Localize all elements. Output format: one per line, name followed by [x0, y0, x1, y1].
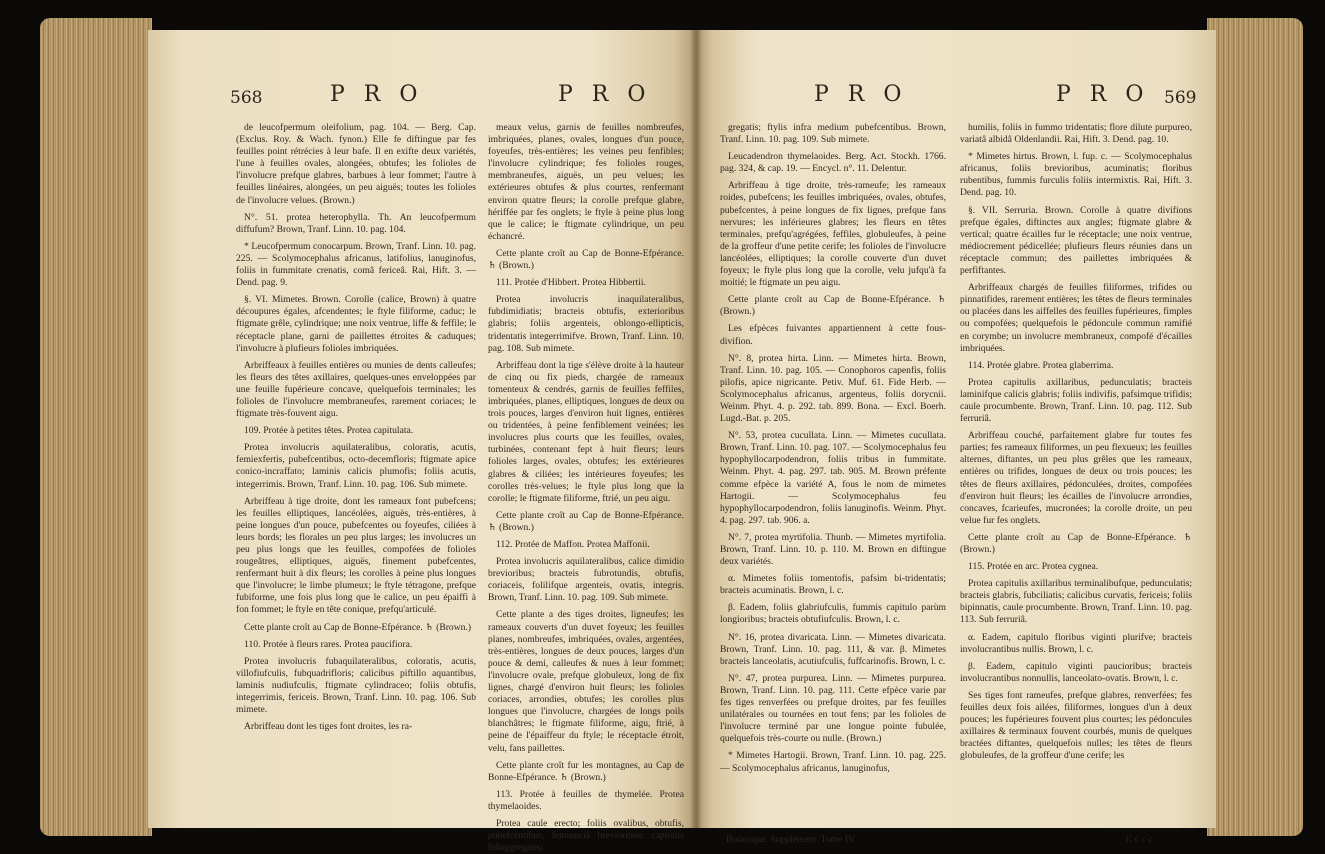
paragraph: §. VI. Mimetes. Brown. Corolle (calice, Brown) à quatre découpures égales, afcendentes; le ftyle filiforme, caduc; le ftigmate grêle, cylindrique; une noix ventrue, liffe & feffile; le réceptacle plane, garni de paillettes étroites & caduques; l'involucre à plufieurs folioles imbriquées.: [236, 294, 476, 354]
left-running-head-1: P R O: [330, 82, 424, 107]
paragraph: Cette plante croît fur les montagnes, au Cap de Bonne-Efpérance. ♄ (Brown.): [488, 759, 684, 783]
paragraph: N°. 53, protea cucullata. Linn. — Mimetes cucullata. Brown, Tranf. Linn. 10. pag. 107. — Scolymocephalus feu hypophyllocarpodendron, foliis tribus in fummitate. Weinm. Phyt. 4. pag. 297. tab. 905. M. Brown préfente comme efpèce la variété A, fous le nom de mimetes Hartogii. — Scolymocephalus feu hypophyllocarpodendron, foliis lanuginofis. Weinm. Phyt. 4. pag. 297. tab. 906. a.: [720, 430, 946, 526]
paragraph: Cette plante a des tiges droites, ligneufes; les rameaux couverts d'un duvet foyeux; les feuilles planes, nombreufes, imbriquées, ovales, argentées, très-entières, longues de deux pouces, larges d'un pouce & demi, calleufes & nues à leur fommet; l'involucre ovale, prefque globuleux, long de fix lignes, chargé d'environ huit fleurs; les folioles coriaces, arrondies, obtufes; les corolles plus longues que l'involucre, chargées de longs poils blanchâtres; le ftigmate filiforme, aigu, ftrié, à peine de l'épaiffeur du ftyle; le réceptacle étroit, velu, fans paillettes.: [488, 609, 684, 754]
paragraph: * Mimetes Hartogii. Brown, Tranf. Linn. 10. pag. 225. — Scolymocephalus africanus, lanuginofus,: [720, 750, 946, 774]
right-running-head-1: P R O: [814, 82, 908, 107]
left-page-number: 568: [230, 88, 263, 108]
paragraph: Arbriffeau dont la tige s'élève droite à la hauteur de cinq ou fix pieds, chargée de rameaux tomenteux & cendrés, garnis de feuilles feffiles, imbriquées, planes, elliptiques, longues de deux ou trois pouces, larges d'environ huit lignes, entières ou tridentées, à peine fenfiblement veinées; les involucres plus courts que les feuilles, ovales, turbinées, contenant fept à huit fleurs; leurs folioles larges, ovales, obtufes; les extérieures glabres & ciliées; les intérieures foyeufes; les corolles très-velues; le ftyle plus long que la corolle; le ftigmate filiforme, ftrié, un peu aigu.: [488, 359, 684, 504]
paragraph: Protea involucris aquilateralibus, calice dimidio brevioribus; bracteis fubrotundis, obtufis, coriaceis, folilifque argenteis, ovatis, integris. Brown, Tranf. Linn. 10. pag. 109. Sub mimete.: [488, 556, 684, 604]
right-running-head-2: P R O: [1056, 82, 1150, 107]
paragraph: N°. 7, protea myrtifolia. Thunb. — Mimetes myrtifolia. Brown, Tranf. Linn. 10. p. 110. M. Brown en diftingue deux variétés.: [720, 531, 946, 568]
left-column-1: [236, 122, 476, 837]
right-page-number: 569: [1164, 88, 1197, 108]
paragraph: gregatis; ftylis infra medium pubefcentibus. Brown, Tranf. Linn. 10. pag. 109. Sub mimete.: [720, 122, 946, 146]
paragraph: Protea involucris aquilateralibus, coloratis, acutis, femiexfertis, pubefcentibus, octo-decemfloris; ftigmate apice conico-incraffato; laminis calicis plumofis; foliis acutis, integerrimis. Brown, Tranf. Linn. 10. pag. 106. Sub mimete.: [236, 442, 476, 490]
paragraph: Les efpèces fuivantes appartiennent à cette fous-divifion.: [720, 323, 946, 347]
paragraph: 114. Protée glabre. Protea glaberrima.: [968, 359, 1114, 371]
paragraph: Arbriffeau à tige droite, dont les rameaux font pubefcens; les feuilles elliptiques, lancéolées, aiguës, très-entières, à peine longues d'un pouce, pubefcentes ou foyeufes, ciliées à leurs bords; les florales un peu plus larges; les involucres un peu plus longs que les feuilles, compofées de folioles rougeâtres, elliptiques, aiguës, finement pubefcentes, renfermant huit à dix fleurs; les corolles à peine plus longues que l'involucre; le limbe plumeux; le ftyle tétragone, prefque fubiforme, une fois plus long que le calice, un peu épaiffi à fon fommet; le ftyle en tête conique, prefqu'articulé.: [236, 495, 476, 616]
paragraph: N°. 47, protea purpurea. Linn. — Mimetes purpurea. Brown, Tranf. Linn. 10. pag. 111. Cette efpèce varie par fes tiges renverfées ou prefque droites, par fes feuilles unilatérales ou tournées en tout fens; par les folioles de l'involucre terminé par une longue pointe fubulée, quelquefois très-courte ou nulle. (Brown.): [720, 672, 946, 745]
paragraph: §. VII. Serruria. Brown. Corolle à quatre divifions prefque égales, diftinctes aux angles; ftigmate glabre & vertical; quatre écailles fur le réceptacle; une noix ventrue, médiocrement pédicellée; plufieurs fleurs réunies dans un réceptacle commun; des paillettes imbriquées & perfiftantes.: [960, 204, 1192, 277]
paragraph: Cette plante croît au Cap de Bonne-Efpérance. ♄ (Brown.): [488, 247, 684, 272]
footer-volume: Botanique. Supplément. Tome IV.: [726, 834, 857, 845]
paragraph: Cette plante croît au Cap de Bonne-Efpérance. ♄ (Brown.): [960, 531, 1192, 555]
paragraph: humilis, foliis in fummo tridentatis; flore dilute purpureo, variatâ albidâ Oldenlandii. Rai, Hift. 3. Dend. pag. 10.: [960, 122, 1192, 146]
right-column-2: [960, 122, 1192, 837]
paragraph: 110. Protée à fleurs rares. Protea paucifiora.: [244, 638, 413, 650]
paragraph: Arbriffeau à tige droite, très-rameufe; les rameaux roides, pubefcens; les feuilles imbriquées, ovales, obtufes, pubefcentes, à peine longues de fix lignes, prefque fans nervures; les inférieures glabres; les fleurs en têtes terminales, prefqu'agrégées, feffiles, globuleufes, à peine de la groffeur d'une petite cerife; les folioles de l'involucre lancéolées, elliptiques; la corolle couverte d'un duvet foyeux; le ftyle plus long que la corolle, velu jufqu'à fa moitié; le ftigmate un peu aigu.: [720, 180, 946, 289]
paragraph: Arbriffeau dont les tiges font droites, les ra-: [244, 721, 413, 733]
paragraph: 115. Protée en arc. Protea cygnea.: [968, 561, 1099, 573]
paragraph: Cette plante croît au Cap de Bonne-Efpérance. ♄ (Brown.): [244, 621, 472, 633]
left-column-2: [488, 122, 684, 854]
paragraph: * Leucofpermum conocarpum. Brown, Tranf. Linn. 10. pag. 225. — Scolymocephalus africanus, latifolius, lanuginofus, foliis in fummitate crenatis, comâ fericeâ. Rai, Hift. 3. — Dend. pag. 9.: [236, 240, 476, 289]
book-gutter: [690, 30, 702, 828]
footer-signature: C c c c: [1126, 834, 1153, 845]
paragraph: β. Eadem, capitulo viginti paucioribus; bracteis involucrantibus nonnullis, lanceolato-ovatis. Brown, l. c.: [960, 660, 1192, 684]
paragraph: Cette plante croît au Cap de Bonne-Efpérance. ♄ (Brown.): [488, 509, 684, 533]
paragraph: Ses tiges font rameufes, prefque glabres, renverfées; fes feuilles deux fois ailées, filiformes, longues d'un à deux pouces; les fupérieures fouvent plus courtes; les pédoncules axillaires & terminaux fouvent courbés, munis de quelques bractées diftantes, quelquefois nulles; les têtes de fleurs globuleufes, de la groffeur d'une cerife; les: [960, 689, 1192, 762]
left-page: [148, 30, 696, 854]
paragraph: de leucofpermum oleifolium, pag. 104. — Berg. Cap. (Exclus. Roy. & Wach. fynon.) Elle fe diftingue par fes feuilles point rétrécies à leur bafe. Il en exifte deux variétés, l'une à feuilles ovales, alongées, obtufes; les folioles de l'involucre prefque glabres, barbues à leur fommet; l'autre à feuilles linéaires, alongées, un peu aiguës; toutes les folioles de l'involucre velues. (Brown.): [236, 122, 476, 206]
paragraph: 111. Protée d'Hibbert. Protea Hibbertii.: [496, 277, 646, 289]
paragraph: 109. Protée à petites têtes. Protea capitulata.: [244, 425, 414, 437]
paragraph: Protea capitulis axillaribus terminalibufque, pedunculatis; bracteis glabris, fubciliatis; calicibus curvatis, fericeis; foliis bipinnatis, caule procumbente. Brown, Tranf. Linn. 10. pag. 113. Sub ferruriâ.: [960, 578, 1192, 626]
paragraph: Protea caule erecto; foliis ovalibus, obtufis, pubefcentibus, femiunciâ brevioribus; capitulis fubaggregatis;: [488, 817, 684, 854]
paragraph: N°. 8, protea hirta. Linn. — Mimetes hirta. Brown, Tranf. Linn. 10. pag. 105. — Conophoros capenfis, foliis pilofis, apice nigricante. Petiv. Muf. 61. Fide Herb. — Scolymocephalus africanus, argenteus, foliis dorycnii. Weinm. Phyt. 4. p. 292. tab. 899. Bona. — Excl. Boerh. Lugd.-Bat. p. 205.: [720, 352, 946, 425]
paragraph: Arbriffeau couché, parfaitement glabre fur toutes fes parties; fes rameaux filiformes, un peu flexueux; les feuilles alternes, diftantes, un peu plus grêles que les rameaux, entières ou trifides, longues de deux ou trois pouces; les têtes de fleurs axillaires, pédonculées, droites, compofées d'environ huit fleurs; les écailles de l'involucre arrondies, concaves, fcarieufes, mucronées; la corolle droite, un peu velue fur fes onglets.: [960, 430, 1192, 526]
paragraph: 112. Protée de Maffon. Protea Maffonii.: [496, 539, 650, 550]
paragraph: Arbriffeaux à feuilles entières ou munies de dents calleufes; les fleurs des têtes axillaires, quelques-unes enveloppées par une feuille fupérieure concave, quelquefois terminales; les folioles de l'involucre membraneufes, rarement coriaces; le ftigmate très-fouvent aigu.: [236, 359, 476, 420]
page-edges-left: [40, 18, 152, 836]
paragraph: * Mimetes hirtus. Brown, l. fup. c. — Scolymocephalus africanus, foliis brevioribus, acuminatis; floribus rubentibus, fummis furculis foliis intermixtis. Rai, Hift. 3. Dend. pag. 10.: [960, 151, 1192, 199]
left-running-head-2: P R O: [558, 82, 652, 107]
right-page: [696, 30, 1216, 845]
paragraph: Cette plante croît au Cap de Bonne-Efpérance. ♄ (Brown.): [720, 294, 946, 318]
paragraph: N°. 51. protea heterophylla. Th. An leucofpermum diffufum? Brown, Tranf. Linn. 10. pag. 104.: [236, 211, 476, 235]
paragraph: meaux velus, garnis de feuilles nombreufes, imbriquées, planes, ovales, longues d'un pouce, foyeufes, très-entières; les veines peu fenfibles; l'involucre cylindrique; fes folioles rouges, membraneufes, aiguës, un peu velues; les extérieures obtufes & plus courtes, renfermant environ quatre fleurs; la corolle prefque glabre, hériffée par fes onglets; le ftyle à peine plus long que le calice; le ftigmate cylindrique, un peu échancré.: [488, 122, 684, 242]
right-column-1: [720, 122, 946, 837]
paragraph: Protea involucris inaquilateralibus, fubdimidiatis; bracteis obtufis, exterioribus glabris; foliis argenteis, oblongo-ellipticis, tridentatis integerrimifve. Brown, Tranf. Linn. 10. pag. 108. Sub mimete.: [488, 294, 684, 354]
paragraph: Leucadendron thymelaoides. Berg. Act. Stockh. 1766. pag. 324, & cap. 19. — Encycl. n°. 11. Delentur.: [720, 151, 946, 175]
paragraph: α. Eadem, capitulo floribus viginti plurifve; bracteis involucrantibus nullis. Brown, l. c.: [960, 631, 1192, 655]
paragraph: N°. 16, protea divaricata. Linn. — Mimetes divaricata. Brown, Tranf. Linn. 10. pag. 111, & var. β. Mimetes bracteis lanceolatis, acutiufculis, fuffcarinofis. Brown, l. c.: [720, 631, 946, 667]
paragraph: Protea capitulis axillaribus, pedunculatis; bracteis laminifque calicis glabris; foliis indivifis, pafsimque trifidis; caule procumbente. Brown, Tranf. Linn. 10. pag. 112. Sub ferruriâ.: [960, 376, 1192, 425]
paragraph: Arbriffeaux chargés de feuilles filiformes, trifides ou pinnatifides, rarement entières; les têtes de fleurs terminales ou placées dans les aiffelles des feuilles fupérieures, fimples ou compofées; quelquefois le pédoncule commun ramifié en corymbe; un involucre membraneux, compofé d'écailles imbriquées.: [960, 282, 1192, 354]
paragraph: β. Eadem, foliis glabriufculis, fummis capitulo parùm longioribus; bracteis obtufiufculis. Brown, l. c.: [720, 602, 946, 626]
paragraph: 113. Protée à feuilles de thymelée. Protea thymelaoides.: [488, 788, 684, 812]
paragraph: α. Mimetes foliis tomentofis, pafsim bi-tridentatis; bracteis acuminatis. Brown, l. c.: [720, 573, 946, 597]
page-edges-right: [1207, 18, 1303, 836]
paragraph: Protea involucris fubaquilateralibus, coloratis, acutis, villofiufculis, fubquadrifloris; calicibus piftillo aquantibus, laminis nudiufculis, ftigmate cylindraceo; foliis obtufis, integerrimis, fericeis. Brown, Tranf. Linn. 10. pag. 106. Sub mimete.: [236, 655, 476, 716]
